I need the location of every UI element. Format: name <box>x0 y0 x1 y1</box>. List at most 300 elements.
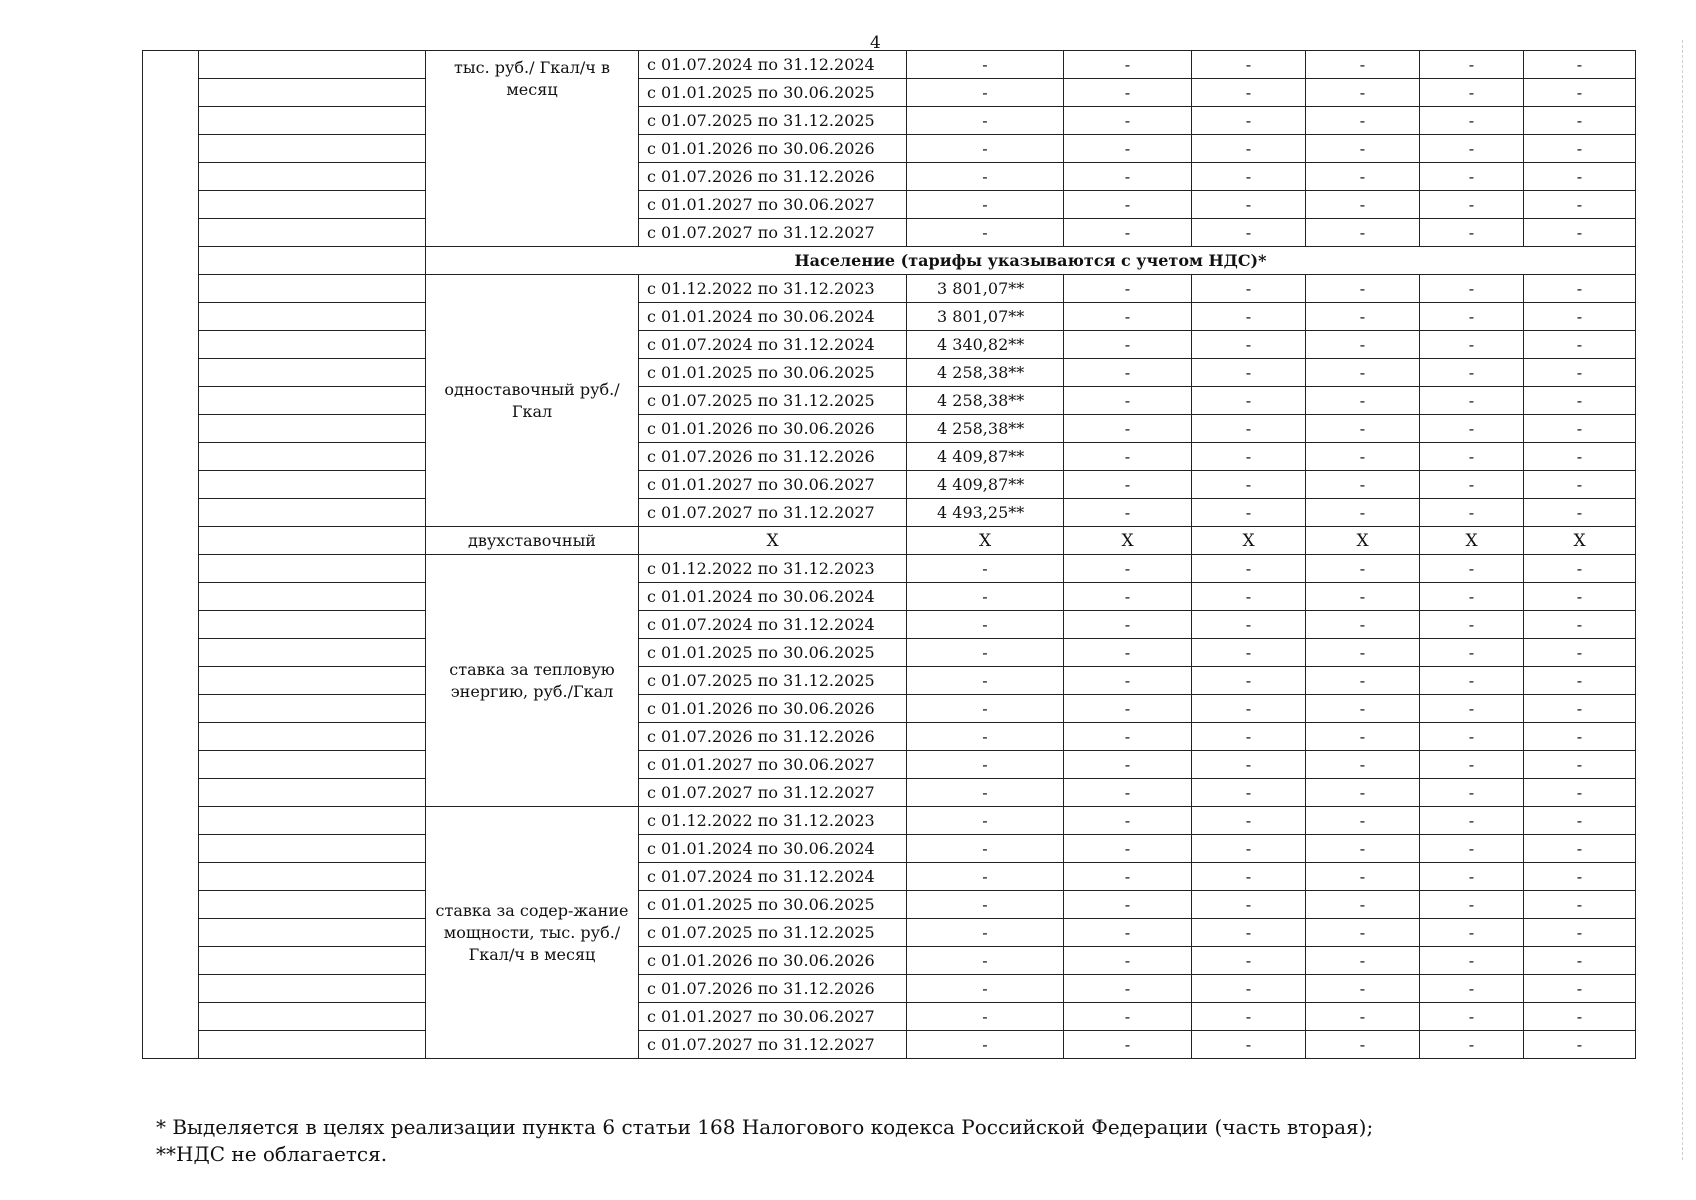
table-row <box>143 51 1636 79</box>
blank-cell <box>199 359 426 387</box>
value-cell: - <box>1306 387 1420 415</box>
period-cell: с 01.01.2025 по 30.06.2025 <box>639 359 907 387</box>
table-row <box>143 415 1636 443</box>
value-cell: - <box>907 639 1064 667</box>
table-row <box>143 695 1636 723</box>
tariff-value: 4 258,38** <box>907 359 1064 387</box>
value-cell: - <box>1420 919 1524 947</box>
value-cell: - <box>1192 415 1306 443</box>
table-row <box>143 555 1636 583</box>
blank-cell <box>199 387 426 415</box>
value-cell: - <box>907 695 1064 723</box>
value-cell: - <box>1524 639 1636 667</box>
rate-label: ставка за тепловую энергию, руб./Гкал <box>426 555 639 807</box>
period-cell: с 01.07.2025 по 31.12.2025 <box>639 107 907 135</box>
blank-cell <box>199 891 426 919</box>
value-cell: - <box>1306 891 1420 919</box>
blank-cell <box>199 51 426 79</box>
table-row <box>143 135 1636 163</box>
value-cell: - <box>1420 415 1524 443</box>
value-cell: - <box>1524 107 1636 135</box>
tariff-table <box>142 50 1636 1059</box>
value-cell: - <box>1420 303 1524 331</box>
value-cell: - <box>1420 191 1524 219</box>
value-cell: - <box>1306 1003 1420 1031</box>
value-cell: - <box>1524 891 1636 919</box>
value-cell: - <box>1306 695 1420 723</box>
rate-label: ставка за содер-жание мощности, тыс. руб./ Гкал/ч в месяц <box>426 807 639 1059</box>
value-cell: - <box>907 163 1064 191</box>
table-row <box>143 275 1636 303</box>
period-cell: с 01.12.2022 по 31.12.2023 <box>639 807 907 835</box>
value-cell: - <box>1420 1003 1524 1031</box>
value-cell: - <box>1420 555 1524 583</box>
footnote-vat: * Выделяется в целях реализации пункта 6 статьи 168 Налогового кодекса Российской Федерации (часть вторая); <box>156 1115 1374 1139</box>
blank-cell <box>199 751 426 779</box>
table-row <box>143 919 1636 947</box>
value-cell: - <box>1524 79 1636 107</box>
period-cell: с 01.01.2026 по 30.06.2026 <box>639 415 907 443</box>
rate-label: тыс. руб./ Гкал/ч в месяц <box>426 51 639 247</box>
value-cell: - <box>1192 443 1306 471</box>
value-cell: - <box>907 555 1064 583</box>
value-cell: - <box>907 107 1064 135</box>
value-cell: - <box>1192 135 1306 163</box>
table-row <box>143 219 1636 247</box>
value-cell: - <box>907 219 1064 247</box>
value-cell: - <box>1420 863 1524 891</box>
rate-label: одноставочный руб./Гкал <box>426 275 639 527</box>
period-cell: с 01.07.2025 по 31.12.2025 <box>639 919 907 947</box>
value-cell: - <box>907 807 1064 835</box>
value-cell: - <box>1192 611 1306 639</box>
value-cell: - <box>1306 555 1420 583</box>
tariff-value: 4 409,87** <box>907 443 1064 471</box>
value-cell: - <box>1524 555 1636 583</box>
value-cell: - <box>1420 835 1524 863</box>
value-cell: - <box>1192 79 1306 107</box>
value-cell: - <box>1064 219 1192 247</box>
value-cell: - <box>1192 219 1306 247</box>
x-cell: X <box>1192 527 1306 555</box>
table-row <box>143 499 1636 527</box>
value-cell: - <box>1064 499 1192 527</box>
value-cell: - <box>1306 471 1420 499</box>
value-cell: - <box>1420 779 1524 807</box>
value-cell: - <box>907 667 1064 695</box>
table-row <box>143 583 1636 611</box>
value-cell: - <box>1306 919 1420 947</box>
value-cell: - <box>1192 863 1306 891</box>
page-number: 4 <box>870 33 881 53</box>
table-row <box>143 891 1636 919</box>
value-cell: - <box>1064 667 1192 695</box>
period-cell: с 01.07.2024 по 31.12.2024 <box>639 51 907 79</box>
value-cell: - <box>1524 359 1636 387</box>
value-cell: - <box>1306 163 1420 191</box>
period-cell: с 01.01.2027 по 30.06.2027 <box>639 751 907 779</box>
period-cell: с 01.01.2025 по 30.06.2025 <box>639 79 907 107</box>
period-cell: с 01.01.2026 по 30.06.2026 <box>639 947 907 975</box>
table-row <box>143 779 1636 807</box>
rate-label: двухставочный <box>426 527 639 555</box>
table-row <box>143 331 1636 359</box>
value-cell: - <box>907 1003 1064 1031</box>
blank-cell <box>199 723 426 751</box>
value-cell: - <box>1524 135 1636 163</box>
x-cell: X <box>1524 527 1636 555</box>
period-cell: с 01.01.2024 по 30.06.2024 <box>639 835 907 863</box>
value-cell: - <box>1064 835 1192 863</box>
period-cell: с 01.01.2025 по 30.06.2025 <box>639 639 907 667</box>
value-cell: - <box>1524 835 1636 863</box>
value-cell: - <box>1064 163 1192 191</box>
period-cell: с 01.07.2024 по 31.12.2024 <box>639 611 907 639</box>
blank-cell <box>199 863 426 891</box>
value-cell: - <box>1524 331 1636 359</box>
value-cell: - <box>1306 359 1420 387</box>
table-row <box>143 163 1636 191</box>
blank-cell <box>199 555 426 583</box>
value-cell: - <box>1524 975 1636 1003</box>
blank-cell <box>199 499 426 527</box>
value-cell: - <box>1064 555 1192 583</box>
value-cell: - <box>1192 947 1306 975</box>
blank-cell <box>199 1003 426 1031</box>
value-cell: - <box>1064 863 1192 891</box>
value-cell: - <box>1306 219 1420 247</box>
scan-edge-line <box>1682 40 1684 1160</box>
value-cell: - <box>1192 303 1306 331</box>
value-cell: - <box>1192 695 1306 723</box>
x-cell: X <box>639 527 907 555</box>
value-cell: - <box>1420 499 1524 527</box>
value-cell: - <box>907 583 1064 611</box>
table-row <box>143 751 1636 779</box>
blank-cell <box>199 667 426 695</box>
value-cell: - <box>1064 191 1192 219</box>
value-cell: - <box>1524 51 1636 79</box>
blank-cell <box>199 807 426 835</box>
period-cell: с 01.07.2025 по 31.12.2025 <box>639 387 907 415</box>
value-cell: - <box>1064 947 1192 975</box>
period-cell: с 01.07.2026 по 31.12.2026 <box>639 723 907 751</box>
value-cell: - <box>907 947 1064 975</box>
blank-cell <box>199 331 426 359</box>
value-cell: - <box>1306 835 1420 863</box>
value-cell: - <box>1524 695 1636 723</box>
value-cell: - <box>1306 751 1420 779</box>
value-cell: - <box>1192 555 1306 583</box>
value-cell: - <box>1064 387 1192 415</box>
blank-cell <box>199 947 426 975</box>
value-cell: - <box>1420 639 1524 667</box>
value-cell: - <box>1306 639 1420 667</box>
table-row <box>143 191 1636 219</box>
table-row <box>143 975 1636 1003</box>
value-cell: - <box>1306 191 1420 219</box>
blank-cell <box>199 583 426 611</box>
blank-cell <box>199 163 426 191</box>
value-cell: - <box>907 835 1064 863</box>
value-cell: - <box>1420 695 1524 723</box>
blank-cell <box>199 779 426 807</box>
value-cell: - <box>1420 947 1524 975</box>
blank-cell <box>199 975 426 1003</box>
value-cell: - <box>1192 499 1306 527</box>
table-row <box>143 947 1636 975</box>
value-cell: - <box>907 723 1064 751</box>
value-cell: - <box>1192 639 1306 667</box>
value-cell: - <box>1524 919 1636 947</box>
value-cell: - <box>1524 611 1636 639</box>
table-row <box>143 79 1636 107</box>
value-cell: - <box>1420 1031 1524 1059</box>
x-cell: X <box>1420 527 1524 555</box>
period-cell: с 01.01.2024 по 30.06.2024 <box>639 583 907 611</box>
value-cell: - <box>1420 975 1524 1003</box>
value-cell: - <box>1306 1031 1420 1059</box>
table-row <box>143 303 1636 331</box>
value-cell: - <box>1420 359 1524 387</box>
value-cell: - <box>1306 499 1420 527</box>
value-cell: - <box>1420 723 1524 751</box>
value-cell: - <box>1524 275 1636 303</box>
value-cell: - <box>1192 779 1306 807</box>
table-row <box>143 863 1636 891</box>
blank-cell <box>199 79 426 107</box>
value-cell: - <box>1064 723 1192 751</box>
value-cell: - <box>1192 1003 1306 1031</box>
value-cell: - <box>1192 919 1306 947</box>
value-cell: - <box>1420 275 1524 303</box>
value-cell: - <box>907 79 1064 107</box>
value-cell: - <box>1306 135 1420 163</box>
value-cell: - <box>907 51 1064 79</box>
value-cell: - <box>1306 79 1420 107</box>
value-cell: - <box>1064 331 1192 359</box>
table-row <box>143 723 1636 751</box>
value-cell: - <box>1420 163 1524 191</box>
blank-cell <box>199 471 426 499</box>
value-cell: - <box>1192 471 1306 499</box>
value-cell: - <box>1064 779 1192 807</box>
value-cell: - <box>1524 863 1636 891</box>
value-cell: - <box>1192 107 1306 135</box>
value-cell: - <box>1524 583 1636 611</box>
value-cell: - <box>1306 807 1420 835</box>
value-cell: - <box>1192 51 1306 79</box>
table-row <box>143 1031 1636 1059</box>
value-cell: - <box>1192 807 1306 835</box>
value-cell: - <box>907 779 1064 807</box>
value-cell: - <box>1306 583 1420 611</box>
value-cell: - <box>1306 107 1420 135</box>
value-cell: - <box>1064 751 1192 779</box>
x-cell: X <box>1064 527 1192 555</box>
period-cell: с 01.01.2025 по 30.06.2025 <box>639 891 907 919</box>
value-cell: - <box>1524 415 1636 443</box>
tariff-value: 4 409,87** <box>907 471 1064 499</box>
section-header-row <box>143 247 1636 275</box>
value-cell: - <box>1064 919 1192 947</box>
period-cell: с 01.07.2026 по 31.12.2026 <box>639 163 907 191</box>
value-cell: - <box>1192 975 1306 1003</box>
section-header: Население (тарифы указываются с учетом НДС)* <box>426 247 1636 275</box>
value-cell: - <box>1192 331 1306 359</box>
table-row <box>143 107 1636 135</box>
value-cell: - <box>1524 807 1636 835</box>
table-row <box>143 443 1636 471</box>
period-cell: с 01.07.2027 по 31.12.2027 <box>639 219 907 247</box>
blank-cell <box>199 443 426 471</box>
value-cell: - <box>1064 1031 1192 1059</box>
value-cell: - <box>1420 471 1524 499</box>
footnote-no-vat: **НДС не облагается. <box>156 1142 388 1166</box>
value-cell: - <box>1524 751 1636 779</box>
x-cell: X <box>907 527 1064 555</box>
value-cell: - <box>907 891 1064 919</box>
tariff-value: 3 801,07** <box>907 303 1064 331</box>
value-cell: - <box>1306 443 1420 471</box>
value-cell: - <box>1420 331 1524 359</box>
value-cell: - <box>1524 471 1636 499</box>
value-cell: - <box>1524 723 1636 751</box>
value-cell: - <box>1064 639 1192 667</box>
value-cell: - <box>1192 1031 1306 1059</box>
value-cell: - <box>1306 331 1420 359</box>
blank-cell <box>199 415 426 443</box>
value-cell: - <box>1306 947 1420 975</box>
value-cell: - <box>1420 135 1524 163</box>
value-cell: - <box>1306 275 1420 303</box>
value-cell: - <box>907 1031 1064 1059</box>
value-cell: - <box>1064 135 1192 163</box>
value-cell: - <box>1192 667 1306 695</box>
period-cell: с 01.01.2027 по 30.06.2027 <box>639 1003 907 1031</box>
value-cell: - <box>1192 359 1306 387</box>
tariff-value: 4 493,25** <box>907 499 1064 527</box>
value-cell: - <box>1524 163 1636 191</box>
value-cell: - <box>1192 751 1306 779</box>
table-row <box>143 611 1636 639</box>
period-cell: с 01.07.2024 по 31.12.2024 <box>639 863 907 891</box>
value-cell: - <box>1064 303 1192 331</box>
tariff-value: 4 258,38** <box>907 415 1064 443</box>
value-cell: - <box>1306 667 1420 695</box>
value-cell: - <box>1524 303 1636 331</box>
period-cell: с 01.01.2024 по 30.06.2024 <box>639 303 907 331</box>
value-cell: - <box>1524 191 1636 219</box>
value-cell: - <box>1192 891 1306 919</box>
value-cell: - <box>1192 835 1306 863</box>
period-cell: с 01.01.2027 по 30.06.2027 <box>639 471 907 499</box>
blank-cell <box>199 527 426 555</box>
value-cell: - <box>1524 1003 1636 1031</box>
value-cell: - <box>1192 163 1306 191</box>
period-cell: с 01.01.2026 по 30.06.2026 <box>639 695 907 723</box>
value-cell: - <box>1192 387 1306 415</box>
value-cell: - <box>1524 779 1636 807</box>
table-row <box>143 1003 1636 1031</box>
blank-cell <box>199 611 426 639</box>
value-cell: - <box>1420 807 1524 835</box>
table-row <box>143 359 1636 387</box>
value-cell: - <box>1420 443 1524 471</box>
value-cell: - <box>907 191 1064 219</box>
table-row <box>143 807 1636 835</box>
period-cell: с 01.12.2022 по 31.12.2023 <box>639 555 907 583</box>
table-row <box>143 471 1636 499</box>
value-cell: - <box>1064 359 1192 387</box>
period-cell: с 01.07.2027 по 31.12.2027 <box>639 499 907 527</box>
value-cell: - <box>1306 975 1420 1003</box>
value-cell: - <box>907 611 1064 639</box>
period-cell: с 01.07.2027 по 31.12.2027 <box>639 779 907 807</box>
blank-cell <box>199 639 426 667</box>
value-cell: - <box>1306 723 1420 751</box>
value-cell: - <box>1420 891 1524 919</box>
value-cell: - <box>1192 275 1306 303</box>
value-cell: - <box>1306 863 1420 891</box>
value-cell: - <box>1064 443 1192 471</box>
tariff-value: 4 340,82** <box>907 331 1064 359</box>
blank-cell <box>199 219 426 247</box>
value-cell: - <box>1306 303 1420 331</box>
value-cell: - <box>1420 611 1524 639</box>
blank-cell <box>199 919 426 947</box>
value-cell: - <box>1064 807 1192 835</box>
value-cell: - <box>1420 387 1524 415</box>
value-cell: - <box>1064 891 1192 919</box>
value-cell: - <box>1064 471 1192 499</box>
value-cell: - <box>1064 583 1192 611</box>
tariff-value: 3 801,07** <box>907 275 1064 303</box>
value-cell: - <box>1192 723 1306 751</box>
value-cell: - <box>1420 583 1524 611</box>
value-cell: - <box>907 863 1064 891</box>
value-cell: - <box>1524 443 1636 471</box>
value-cell: - <box>1064 275 1192 303</box>
value-cell: - <box>1064 415 1192 443</box>
period-cell: с 01.07.2026 по 31.12.2026 <box>639 443 907 471</box>
period-cell: с 01.07.2026 по 31.12.2026 <box>639 975 907 1003</box>
blank-cell <box>199 107 426 135</box>
two-rate-row <box>143 527 1636 555</box>
value-cell: - <box>1064 695 1192 723</box>
blank-cell <box>199 275 426 303</box>
value-cell: - <box>1524 219 1636 247</box>
value-cell: - <box>1420 79 1524 107</box>
blank-cell <box>199 1031 426 1059</box>
table-row <box>143 639 1636 667</box>
value-cell: - <box>1064 611 1192 639</box>
value-cell: - <box>1524 499 1636 527</box>
value-cell: - <box>1420 667 1524 695</box>
table-row <box>143 387 1636 415</box>
blank-cell <box>199 247 426 275</box>
blank-cell <box>199 303 426 331</box>
value-cell: - <box>1192 191 1306 219</box>
value-cell: - <box>907 751 1064 779</box>
period-cell: с 01.07.2025 по 31.12.2025 <box>639 667 907 695</box>
value-cell: - <box>1064 51 1192 79</box>
value-cell: - <box>1420 107 1524 135</box>
x-cell: X <box>1306 527 1420 555</box>
value-cell: - <box>907 919 1064 947</box>
blank-cell <box>199 835 426 863</box>
value-cell: - <box>1306 611 1420 639</box>
